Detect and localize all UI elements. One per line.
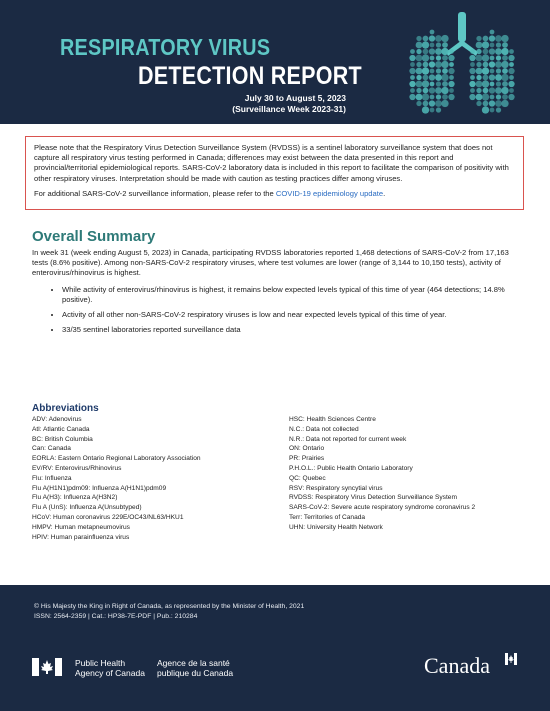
notice-paragraph-2 [34, 189, 515, 199]
abbreviation-item: SARS-CoV-2: Severe acute respiratory syndrome coronavirus 2 [289, 504, 476, 512]
abbreviation-item: BC: British Columbia [32, 435, 93, 443]
abbreviation-item: UHN: University Health Network [289, 523, 383, 531]
abbreviation-item: Flu: Influenza [32, 474, 72, 482]
agency-fr-line1: Agence de la santé [157, 658, 230, 668]
agency-name-en [75, 659, 145, 678]
report-footer [0, 585, 550, 711]
lungs-icon [402, 10, 522, 118]
abbreviations-left-column [32, 415, 201, 542]
issn-text: ISSN: 2564-2359 | Cat.: HP38-7E-PDF | Pub.: 210284 [34, 612, 198, 620]
report-dates [232, 93, 346, 114]
summary-intro: In week 31 (week ending August 5, 2023) in Canada, participating RVDSS laboratories reported 1,468 detections of SARS-CoV-2 from 17,163 tests (8.6% positive). Among non-SARS-CoV-2 respiratory viruses, where test volumes are lower (range of 3,144 to 10,150 tests), activity of enterovirus/rhinovirus is highest. [32, 248, 509, 278]
agency-name-fr [157, 659, 233, 678]
notice-suffix: . [383, 188, 386, 198]
date-range: July 30 to August 5, 2023 [244, 93, 346, 103]
abbreviation-item: Flu A(H3): Influenza A(H3N2) [32, 494, 118, 502]
canada-wordmark: Canada [424, 653, 490, 678]
summary-bullet: • While activity of enterovirus/rhinovirus is highest, it remains below expected levels typical of this time of year (464 detections; 14.8% positive). [62, 285, 520, 305]
report-title-line1: RESPIRATORY VIRUS [60, 34, 271, 60]
abbreviation-item: RSV: Respiratory syncytial virus [289, 484, 383, 492]
summary-bullet: • Activity of all other non-SARS-CoV-2 respiratory viruses is low and near expected levels typical of this time of year. [62, 310, 520, 320]
abbreviation-item: HSC: Health Sciences Centre [289, 416, 376, 423]
abbreviation-item: HPIV: Human parainfluenza virus [32, 533, 130, 541]
summary-bullet: • 33/35 sentinel laboratories reported surveillance data [62, 325, 520, 335]
abbreviation-item: Flu A (UnS): Influenza A(Unsubtyped) [32, 504, 142, 512]
abbreviation-item: RVDSS: Respiratory Virus Detection Surveillance System [289, 494, 457, 502]
abbreviation-item: Flu A(H1N1)pdm09: Influenza A(H1N1)pdm09 [32, 484, 167, 492]
abbreviations-heading: Abbreviations [32, 403, 99, 414]
abbreviation-item: N.R.: Data not reported for current week [289, 435, 407, 443]
report-header [0, 0, 550, 124]
abbreviation-item: Can: Canada [32, 445, 71, 453]
copyright-text: © His Majesty the King in Right of Canada, as represented by the Minister of Health, 2021 [34, 603, 305, 610]
abbreviation-item: N.C.: Data not collected [289, 425, 359, 433]
agency-en-line2: Agency of Canada [75, 667, 145, 678]
abbreviation-item: Terr: Territories of Canada [289, 513, 366, 521]
abbreviations-right-column [289, 415, 475, 533]
notice-prefix: For additional SARS-CoV-2 surveillance information, please refer to the [34, 188, 276, 198]
report-title-line2: DETECTION REPORT [138, 62, 362, 90]
agency-fr-line2: publique du Canada [157, 667, 234, 678]
summary-bullets [32, 285, 520, 336]
abbreviation-item: P.H.O.L.: Public Health Ontario Laboratory [289, 464, 413, 472]
wordmark-flag-icon [505, 653, 517, 665]
abbreviation-item: QC: Quebec [289, 474, 326, 482]
abbreviation-item: EV/RV: Enterovirus/Rhinovirus [32, 464, 122, 472]
notice-paragraph: Please note that the Respiratory Virus Detection Surveillance System (RVDSS) is a sentinel laboratory surveillance system that does not capture all respiratory virus testing performed in Canada; differences may exist between the data presented in this report and provincial/territorial epidemiological reports. SARS-CoV-2 laboratory data is included in this report to facilitate the comparison of positivity with other respiratory viruses. Interpretation should be made with caution as testing practices differ among viruses. [34, 143, 509, 183]
overall-summary-heading: Overall Summary [32, 228, 156, 245]
abbreviation-item: PR: Prairies [289, 455, 325, 463]
abbreviation-item: ON: Ontario [289, 445, 325, 453]
notice-box [25, 136, 524, 210]
agency-en-line1: Public Health [75, 658, 126, 668]
surveillance-week: (Surveillance Week 2023-31) [232, 103, 346, 114]
copyright-block [34, 602, 304, 621]
abbreviation-item: ADV: Adenovirus [32, 416, 82, 423]
abbreviation-item: HMPV: Human metapneumovirus [32, 523, 130, 531]
abbreviation-item: Atl: Atlantic Canada [32, 425, 90, 433]
abbreviation-item: HCoV: Human coronavirus 229E/OC43/NL63/HKU1 [32, 513, 184, 521]
summary-section [32, 248, 520, 340]
abbreviation-item: EORLA: Eastern Ontario Regional Laboratory Association [32, 455, 201, 463]
covid-epi-update-link[interactable]: COVID-19 epidemiology update [275, 188, 384, 198]
canada-flag-icon [32, 658, 62, 676]
